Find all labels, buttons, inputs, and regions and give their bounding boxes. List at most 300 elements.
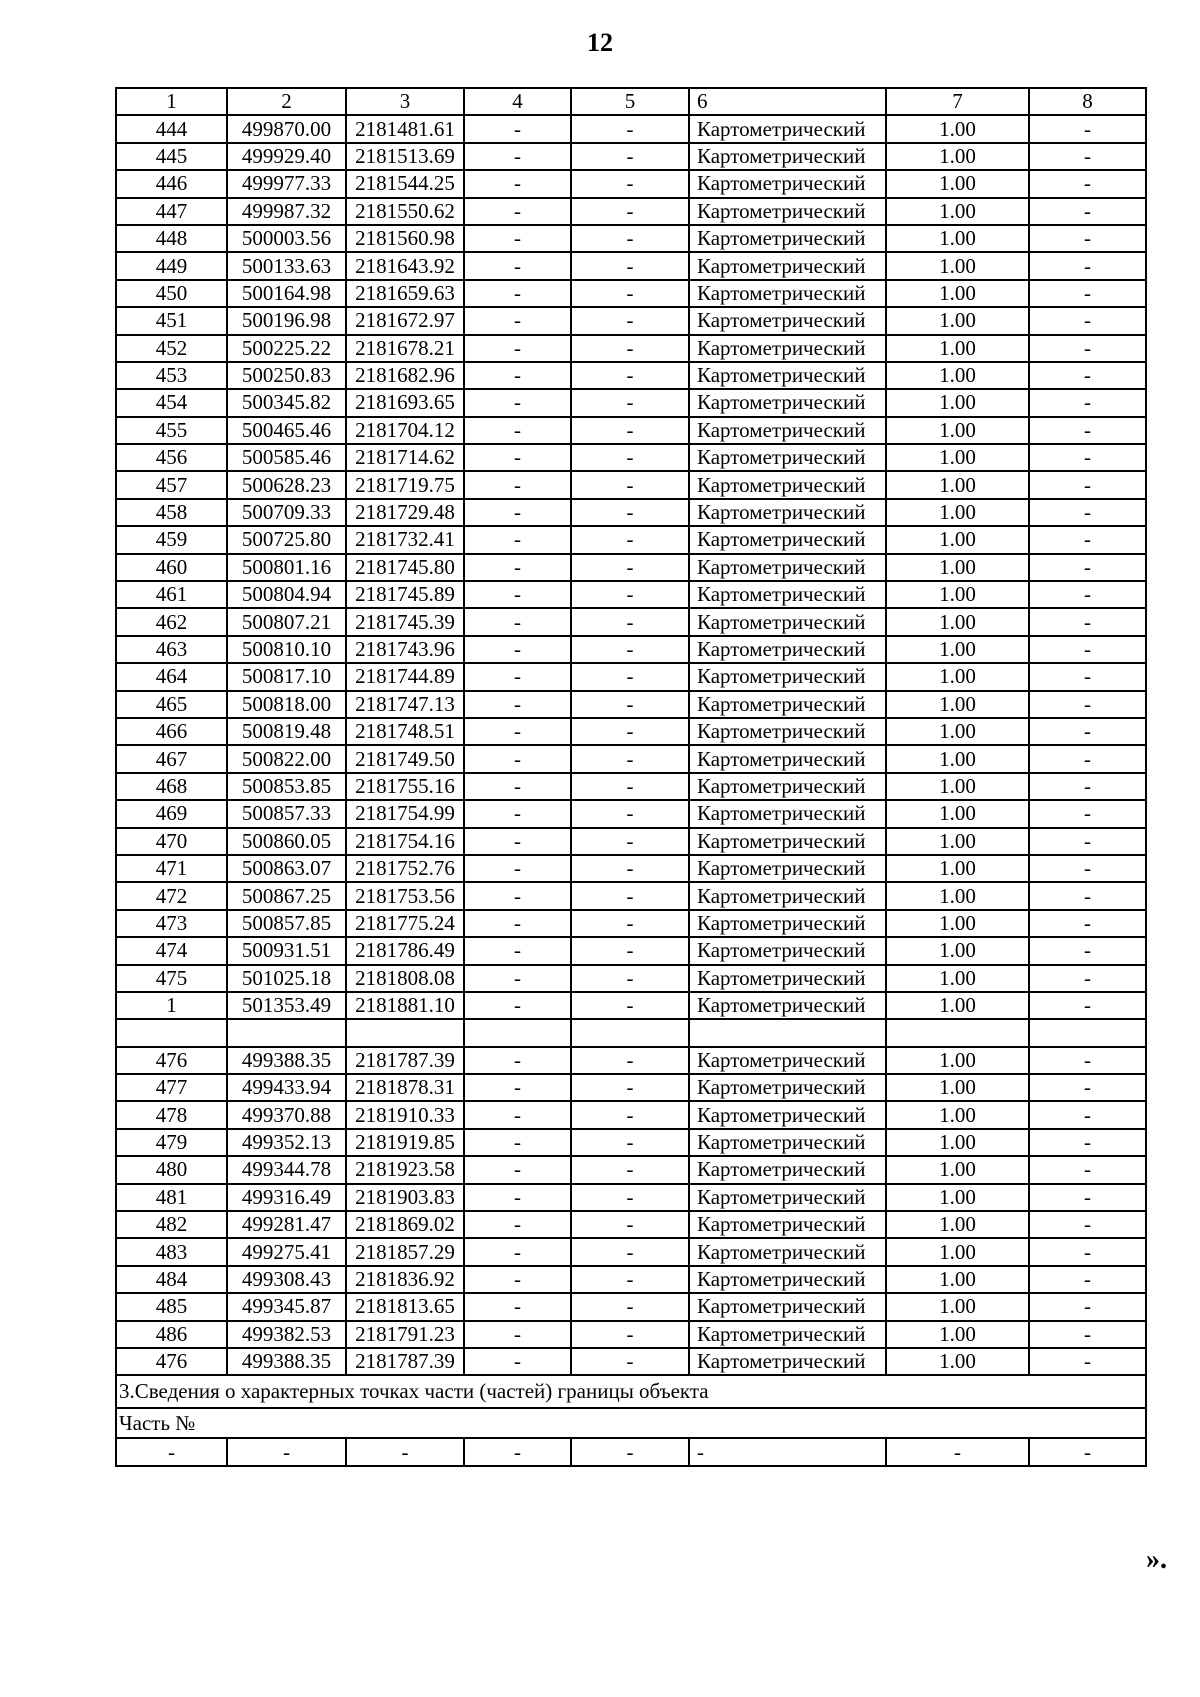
table-cell: 500817.10: [227, 663, 346, 690]
table-row: [116, 170, 1146, 197]
table-cell: -: [571, 389, 689, 416]
table-cell: 1.00: [886, 362, 1029, 389]
table-cell: -: [464, 225, 571, 252]
table-cell: 2181775.24: [346, 910, 464, 937]
table-row: [116, 471, 1146, 498]
table-cell: 2181910.33: [346, 1101, 464, 1128]
table-cell: -: [1029, 855, 1146, 882]
table-cell: -: [1029, 280, 1146, 307]
table-cell: 500860.05: [227, 828, 346, 855]
table-cell: 3: [346, 88, 464, 115]
table-cell: 2181813.65: [346, 1293, 464, 1320]
table-cell: Картометрический: [689, 773, 886, 800]
section-title: 3.Сведения о характерных точках части (частей) границы объекта: [116, 1375, 1146, 1408]
table-cell: -: [571, 608, 689, 635]
table-cell: 2181754.99: [346, 800, 464, 827]
table-cell: -: [571, 1047, 689, 1074]
table-cell: 8: [1029, 88, 1146, 115]
table-cell: -: [1029, 335, 1146, 362]
table-cell: 1.00: [886, 1348, 1029, 1375]
table-cell: 2181745.89: [346, 581, 464, 608]
table-cell: 2181878.31: [346, 1074, 464, 1101]
table-cell: 500345.82: [227, 389, 346, 416]
table-cell: -: [464, 718, 571, 745]
table-row: [116, 280, 1146, 307]
table-cell: 465: [116, 691, 227, 718]
table-cell: -: [571, 526, 689, 553]
empty-cell: [464, 1019, 571, 1046]
table-cell: -: [571, 362, 689, 389]
table-cell: -: [1029, 937, 1146, 964]
table-cell: -: [464, 471, 571, 498]
table-cell: 499316.49: [227, 1184, 346, 1211]
table-cell: 499275.41: [227, 1238, 346, 1265]
table-cell: -: [1029, 252, 1146, 279]
table-cell: 2: [227, 88, 346, 115]
table-row: [116, 882, 1146, 909]
empty-cell: [346, 1019, 464, 1046]
table-cell: 474: [116, 937, 227, 964]
table-cell: 478: [116, 1101, 227, 1128]
table-cell: Картометрический: [689, 828, 886, 855]
empty-cell: [571, 1019, 689, 1046]
table-cell: -: [116, 1438, 227, 1465]
table-cell: 500628.23: [227, 471, 346, 498]
table-cell: 1.00: [886, 1047, 1029, 1074]
table-cell: -: [464, 198, 571, 225]
table-cell: 1.00: [886, 389, 1029, 416]
table-cell: 2181678.21: [346, 335, 464, 362]
table-cell: 451: [116, 307, 227, 334]
table-cell: -: [571, 1238, 689, 1265]
table-cell: 1.00: [886, 855, 1029, 882]
table-cell: -: [571, 1101, 689, 1128]
table-cell: Картометрический: [689, 252, 886, 279]
table-cell: 500725.80: [227, 526, 346, 553]
table-cell: 1.00: [886, 636, 1029, 663]
table-cell: 1.00: [886, 280, 1029, 307]
table-cell: -: [571, 307, 689, 334]
table-cell: 477: [116, 1074, 227, 1101]
table-cell: 447: [116, 198, 227, 225]
table-cell: -: [1029, 362, 1146, 389]
table-cell: 6: [689, 88, 886, 115]
table-cell: -: [464, 335, 571, 362]
table-cell: -: [1029, 882, 1146, 909]
table-cell: 2181682.96: [346, 362, 464, 389]
table-cell: 1.00: [886, 581, 1029, 608]
table-cell: Картометрический: [689, 965, 886, 992]
table-cell: 476: [116, 1348, 227, 1375]
table-cell: Картометрический: [689, 1293, 886, 1320]
table-row: [116, 636, 1146, 663]
table-cell: -: [464, 992, 571, 1019]
table-cell: -: [464, 1184, 571, 1211]
table-cell: -: [571, 170, 689, 197]
table-cell: -: [464, 1438, 571, 1465]
table-cell: 500801.16: [227, 554, 346, 581]
table-cell: 470: [116, 828, 227, 855]
table-cell: -: [464, 417, 571, 444]
table-cell: -: [571, 115, 689, 142]
table-cell: 500857.33: [227, 800, 346, 827]
table-cell: 445: [116, 143, 227, 170]
table-cell: 500867.25: [227, 882, 346, 909]
table-cell: 2181693.65: [346, 389, 464, 416]
table-cell: Картометрический: [689, 937, 886, 964]
section-title-row: [116, 1375, 1146, 1408]
table-cell: 1.00: [886, 965, 1029, 992]
table-cell: -: [1029, 636, 1146, 663]
table-cell: -: [571, 855, 689, 882]
table-cell: 485: [116, 1293, 227, 1320]
table-cell: 471: [116, 855, 227, 882]
table-cell: 500164.98: [227, 280, 346, 307]
table-cell: 449: [116, 252, 227, 279]
table-cell: -: [464, 1238, 571, 1265]
table-cell: -: [464, 608, 571, 635]
table-cell: -: [1029, 444, 1146, 471]
table-cell: -: [464, 554, 571, 581]
table-cell: 2181748.51: [346, 718, 464, 745]
table-cell: 499345.87: [227, 1293, 346, 1320]
table-cell: -: [571, 910, 689, 937]
table-row: [116, 773, 1146, 800]
table-cell: Картометрический: [689, 389, 886, 416]
table-cell: Картометрический: [689, 1047, 886, 1074]
table-cell: -: [464, 1321, 571, 1348]
table-cell: -: [464, 389, 571, 416]
table-cell: -: [1029, 1129, 1146, 1156]
table-cell: 475: [116, 965, 227, 992]
empty-cell: [227, 1019, 346, 1046]
table-cell: 2181745.80: [346, 554, 464, 581]
table-cell: 467: [116, 745, 227, 772]
table-cell: Картометрический: [689, 499, 886, 526]
table-row: [116, 745, 1146, 772]
table-cell: 1.00: [886, 444, 1029, 471]
table-cell: 5: [571, 88, 689, 115]
table-cell: -: [571, 471, 689, 498]
table-cell: 2181753.56: [346, 882, 464, 909]
table-cell: Картометрический: [689, 115, 886, 142]
table-cell: 1.00: [886, 1129, 1029, 1156]
table-cell: -: [464, 526, 571, 553]
table-cell: -: [464, 1047, 571, 1074]
table-cell: 2181755.16: [346, 773, 464, 800]
table-row: [116, 444, 1146, 471]
table-cell: 499977.33: [227, 170, 346, 197]
table-row: [116, 691, 1146, 718]
table-cell: 1.00: [886, 252, 1029, 279]
table-cell: -: [1029, 115, 1146, 142]
table-cell: 1.00: [886, 882, 1029, 909]
table-cell: 483: [116, 1238, 227, 1265]
table-cell: Картометрический: [689, 1156, 886, 1183]
table-cell: 499370.88: [227, 1101, 346, 1128]
table-cell: 499281.47: [227, 1211, 346, 1238]
table-cell: Картометрический: [689, 335, 886, 362]
table-cell: -: [227, 1438, 346, 1465]
table-cell: 460: [116, 554, 227, 581]
table-cell: -: [464, 115, 571, 142]
coordinates-table: [115, 87, 1147, 1467]
table-cell: 448: [116, 225, 227, 252]
table-cell: 500585.46: [227, 444, 346, 471]
table-cell: 2181869.02: [346, 1211, 464, 1238]
table-cell: 2181643.92: [346, 252, 464, 279]
table-cell: 2181719.75: [346, 471, 464, 498]
table-cell: -: [1029, 1074, 1146, 1101]
table-cell: -: [571, 636, 689, 663]
table-cell: -: [464, 1156, 571, 1183]
empty-cell: [116, 1019, 227, 1046]
table-row: [116, 663, 1146, 690]
table-cell: 500810.10: [227, 636, 346, 663]
table-cell: -: [1029, 828, 1146, 855]
table-cell: 500857.85: [227, 910, 346, 937]
table-cell: 1.00: [886, 1074, 1029, 1101]
table-cell: 2181786.49: [346, 937, 464, 964]
table-cell: 2181787.39: [346, 1348, 464, 1375]
table-cell: -: [464, 1348, 571, 1375]
table-cell: 500818.00: [227, 691, 346, 718]
table-cell: 486: [116, 1321, 227, 1348]
table-cell: 468: [116, 773, 227, 800]
table-cell: 2181544.25: [346, 170, 464, 197]
table-cell: -: [1029, 581, 1146, 608]
table-cell: -: [1029, 1266, 1146, 1293]
table-cell: 1.00: [886, 937, 1029, 964]
table-row: [116, 1238, 1146, 1265]
table-row: [116, 143, 1146, 170]
table-cell: 2181743.96: [346, 636, 464, 663]
table-cell: -: [1029, 718, 1146, 745]
table-cell: 501025.18: [227, 965, 346, 992]
table-cell: Картометрический: [689, 1266, 886, 1293]
table-cell: 1.00: [886, 1238, 1029, 1265]
table-cell: 2181550.62: [346, 198, 464, 225]
table-cell: 1.00: [886, 1156, 1029, 1183]
table-cell: 1.00: [886, 143, 1029, 170]
table-cell: 500804.94: [227, 581, 346, 608]
table-cell: Картометрический: [689, 1129, 886, 1156]
table-cell: 1.00: [886, 1266, 1029, 1293]
table-cell: 461: [116, 581, 227, 608]
table-cell: 500709.33: [227, 499, 346, 526]
table-row: [116, 362, 1146, 389]
table-cell: 2181729.48: [346, 499, 464, 526]
table-cell: 500465.46: [227, 417, 346, 444]
table-cell: Картометрический: [689, 992, 886, 1019]
table-cell: 501353.49: [227, 992, 346, 1019]
table-cell: 2181745.39: [346, 608, 464, 635]
table-cell: Картометрический: [689, 198, 886, 225]
empty-cell: [689, 1019, 886, 1046]
table-cell: 480: [116, 1156, 227, 1183]
table-cell: 1.00: [886, 992, 1029, 1019]
table-cell: -: [571, 691, 689, 718]
table-row: [116, 581, 1146, 608]
table-cell: 482: [116, 1211, 227, 1238]
table-cell: 2181744.89: [346, 663, 464, 690]
part-label-row: [116, 1408, 1146, 1438]
table-cell: -: [1029, 1047, 1146, 1074]
table-cell: Картометрический: [689, 855, 886, 882]
table-cell: -: [464, 143, 571, 170]
table-cell: -: [1029, 1238, 1146, 1265]
table-cell: -: [1029, 663, 1146, 690]
table-cell: 499308.43: [227, 1266, 346, 1293]
table-cell: -: [571, 1074, 689, 1101]
table-cell: 1.00: [886, 828, 1029, 855]
table-cell: Картометрический: [689, 800, 886, 827]
table-cell: -: [571, 882, 689, 909]
table-row: [116, 992, 1146, 1019]
table-cell: -: [1029, 170, 1146, 197]
table-cell: Картометрический: [689, 882, 886, 909]
table-cell: -: [1029, 499, 1146, 526]
table-cell: Картометрический: [689, 444, 886, 471]
table-row: [116, 1129, 1146, 1156]
table-cell: -: [464, 1293, 571, 1320]
table-cell: 458: [116, 499, 227, 526]
table-cell: Картометрический: [689, 1321, 886, 1348]
table-cell: -: [571, 499, 689, 526]
table-cell: -: [571, 965, 689, 992]
table-cell: 500807.21: [227, 608, 346, 635]
table-row: [116, 1047, 1146, 1074]
table-cell: 455: [116, 417, 227, 444]
table-row: [116, 1266, 1146, 1293]
table-row: [116, 417, 1146, 444]
table-cell: -: [571, 992, 689, 1019]
table-cell: 499433.94: [227, 1074, 346, 1101]
table-cell: -: [571, 1438, 689, 1465]
table-cell: -: [571, 1321, 689, 1348]
table-cell: 1.00: [886, 910, 1029, 937]
table-cell: -: [1029, 526, 1146, 553]
table-cell: -: [1029, 1101, 1146, 1128]
table-cell: 500863.07: [227, 855, 346, 882]
table-cell: 499388.35: [227, 1047, 346, 1074]
table-cell: -: [346, 1438, 464, 1465]
table-cell: -: [571, 773, 689, 800]
table-cell: 463: [116, 636, 227, 663]
table-cell: 472: [116, 882, 227, 909]
table-cell: -: [1029, 1293, 1146, 1320]
table-cell: Картометрический: [689, 554, 886, 581]
table-cell: -: [571, 745, 689, 772]
table-row: [116, 1101, 1146, 1128]
table-cell: 459: [116, 526, 227, 553]
table-cell: 479: [116, 1129, 227, 1156]
table-cell: -: [571, 1184, 689, 1211]
table-cell: -: [571, 718, 689, 745]
table-cell: 499352.13: [227, 1129, 346, 1156]
table-cell: 462: [116, 608, 227, 635]
table-cell: 464: [116, 663, 227, 690]
table-cell: 1.00: [886, 745, 1029, 772]
table-cell: -: [464, 882, 571, 909]
table-cell: 1.00: [886, 800, 1029, 827]
table-cell: Картометрический: [689, 910, 886, 937]
table-cell: 500250.83: [227, 362, 346, 389]
table-cell: 1.00: [886, 170, 1029, 197]
table-cell: 1.00: [886, 417, 1029, 444]
table-cell: -: [571, 143, 689, 170]
table-cell: -: [464, 965, 571, 992]
table-cell: 2181919.85: [346, 1129, 464, 1156]
table-cell: 2181903.83: [346, 1184, 464, 1211]
table-row: [116, 937, 1146, 964]
table-cell: -: [571, 198, 689, 225]
table-cell: Картометрический: [689, 225, 886, 252]
table-row: [116, 307, 1146, 334]
header-row: [116, 88, 1146, 115]
table-cell: -: [464, 170, 571, 197]
table-cell: 2181752.76: [346, 855, 464, 882]
table-cell: -: [464, 855, 571, 882]
table-cell: -: [1029, 471, 1146, 498]
table-cell: 500196.98: [227, 307, 346, 334]
table-cell: 1.00: [886, 198, 1029, 225]
table-cell: -: [571, 800, 689, 827]
table-row: [116, 499, 1146, 526]
table-cell: 1.00: [886, 773, 1029, 800]
table-body: [116, 88, 1146, 1466]
table-row: [116, 115, 1146, 142]
table-cell: 1.00: [886, 1211, 1029, 1238]
table-cell: -: [1029, 417, 1146, 444]
table-cell: Картометрический: [689, 471, 886, 498]
table-cell: 1: [116, 88, 227, 115]
table-cell: -: [571, 1211, 689, 1238]
table-cell: Картометрический: [689, 307, 886, 334]
table-cell: 500822.00: [227, 745, 346, 772]
table-cell: Картометрический: [689, 718, 886, 745]
table-cell: 2181836.92: [346, 1266, 464, 1293]
table-cell: -: [1029, 910, 1146, 937]
table-cell: 1.00: [886, 499, 1029, 526]
table-cell: Картометрический: [689, 608, 886, 635]
table-cell: -: [464, 773, 571, 800]
table-cell: -: [464, 252, 571, 279]
table-cell: 2181787.39: [346, 1047, 464, 1074]
table-cell: -: [1029, 1184, 1146, 1211]
page-number: 12: [587, 28, 613, 57]
table-cell: 1.00: [886, 526, 1029, 553]
table-cell: -: [1029, 1438, 1146, 1465]
table-cell: Картометрический: [689, 1184, 886, 1211]
table-cell: -: [464, 828, 571, 855]
table-cell: Картометрический: [689, 417, 886, 444]
table-cell: 1.00: [886, 471, 1029, 498]
table-row: [116, 800, 1146, 827]
table-cell: 1.00: [886, 1321, 1029, 1348]
table-cell: Картометрический: [689, 1101, 886, 1128]
table-cell: Картометрический: [689, 581, 886, 608]
table-cell: 2181857.29: [346, 1238, 464, 1265]
table-cell: Картометрический: [689, 143, 886, 170]
table-row: [116, 855, 1146, 882]
table-cell: -: [464, 1266, 571, 1293]
table-cell: 2181749.50: [346, 745, 464, 772]
table-row: [116, 1074, 1146, 1101]
table-cell: -: [464, 307, 571, 334]
table-cell: 499929.40: [227, 143, 346, 170]
table-cell: 473: [116, 910, 227, 937]
